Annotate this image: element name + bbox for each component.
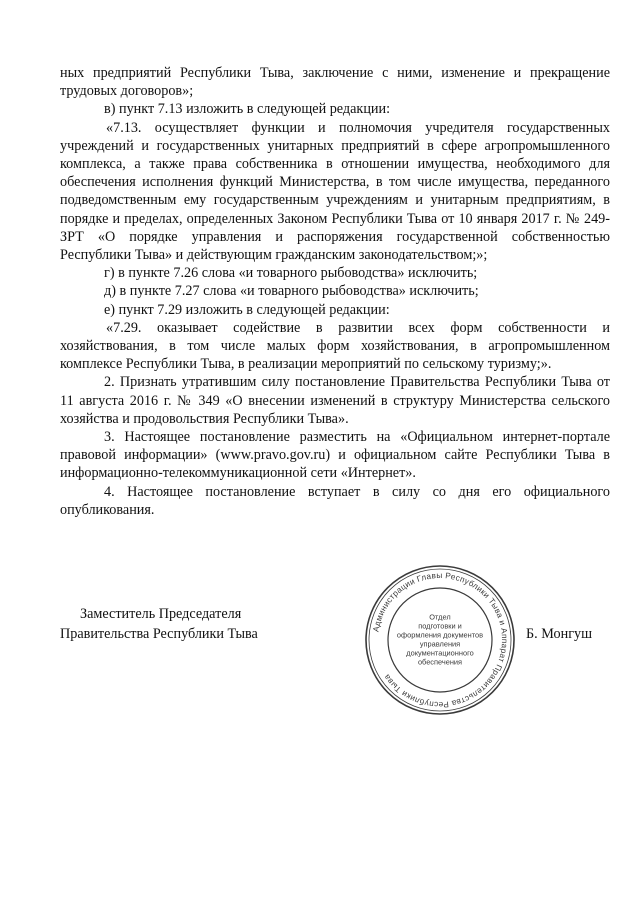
paragraph-p2: «7.13. осуществляет функции и полномочия учредителя государственных учреждений и государственных унитарных предприятий в сфере агропромышленного комплекса, а также права собственника в отношении имущества, необходимого для обеспечения исполнения функций Министерства, в том числе имущества, переданного подведомственным ему государственным учреждениям и унитарным предприятиям, в порядке и пределах, определенных Законом Республики Тыва от 10 января 2017 г. № 249-ЗРТ «О порядке управления и распоряжения государственной собственностью Республики Тыва» и действующим гражданским законодательством;»; — [60, 119, 610, 264]
stamp-center-line: обеспечения — [417, 657, 463, 667]
stamp-center-line: оформления документов — [396, 630, 484, 640]
stamp-ring-text: Администрации Главы Республики Тыва и Аппарат Правительства Республики Тыва — [371, 570, 510, 710]
paragraph-p7: 2. Признать утратившим силу постановление Правительства Республики Тыва от 11 августа 2016 г. № 349 «О внесении изменений в структуру Министерства сельского хозяйства и продовольствия Республики Тыва». — [60, 374, 610, 427]
stamp-center-line: управления — [419, 639, 461, 649]
paragraph-p5: е) пункт 7.29 изложить в следующей редакции: — [104, 301, 390, 318]
signatory-position — [60, 604, 258, 644]
stamp-center-line: Отдел — [429, 612, 451, 622]
paragraph-p1: в) пункт 7.13 изложить в следующей редакции: — [104, 101, 391, 118]
paragraph-p6: «7.29. оказывает содействие в развитии всех форм собственности и хозяйствования, в том числе малых форм хозяйствования, в агропромышленном комплексе Республики Тыва, в реализации мероприятий по сельскому туризму;». — [60, 319, 610, 373]
stamp-center-line: подготовки и — [418, 621, 462, 631]
body-text — [60, 64, 610, 519]
paragraph-p3: г) в пункте 7.26 слова «и товарного рыбоводства» исключить; — [104, 265, 478, 282]
paragraph-p9: 4. Настоящее постановление вступает в силу со дня его официального опубликования. — [60, 483, 610, 518]
signatory-position-line1: Заместитель Председателя — [80, 606, 242, 622]
stamp-center-line: документационного — [406, 648, 474, 658]
paragraph-p8: 3. Настоящее постановление разместить на «Официальном интернет-портале правовой информации» (www.pravo.gov.ru) и официальном сайте Республики Тыва в информационно-телекоммуникационной сети «Интернет». — [60, 429, 610, 482]
signatory-name: Б. Монгуш — [526, 626, 593, 642]
paragraph-p4: д) в пункте 7.27 слова «и товарного рыбоводства» исключить; — [104, 283, 479, 300]
paragraph-p0: ных предприятий Республики Тыва, заключение с ними, изменение и прекращение трудовых договоров»; — [60, 65, 610, 100]
signatory-position-line2: Правительства Республики Тыва — [60, 626, 258, 642]
official-stamp — [360, 560, 520, 720]
